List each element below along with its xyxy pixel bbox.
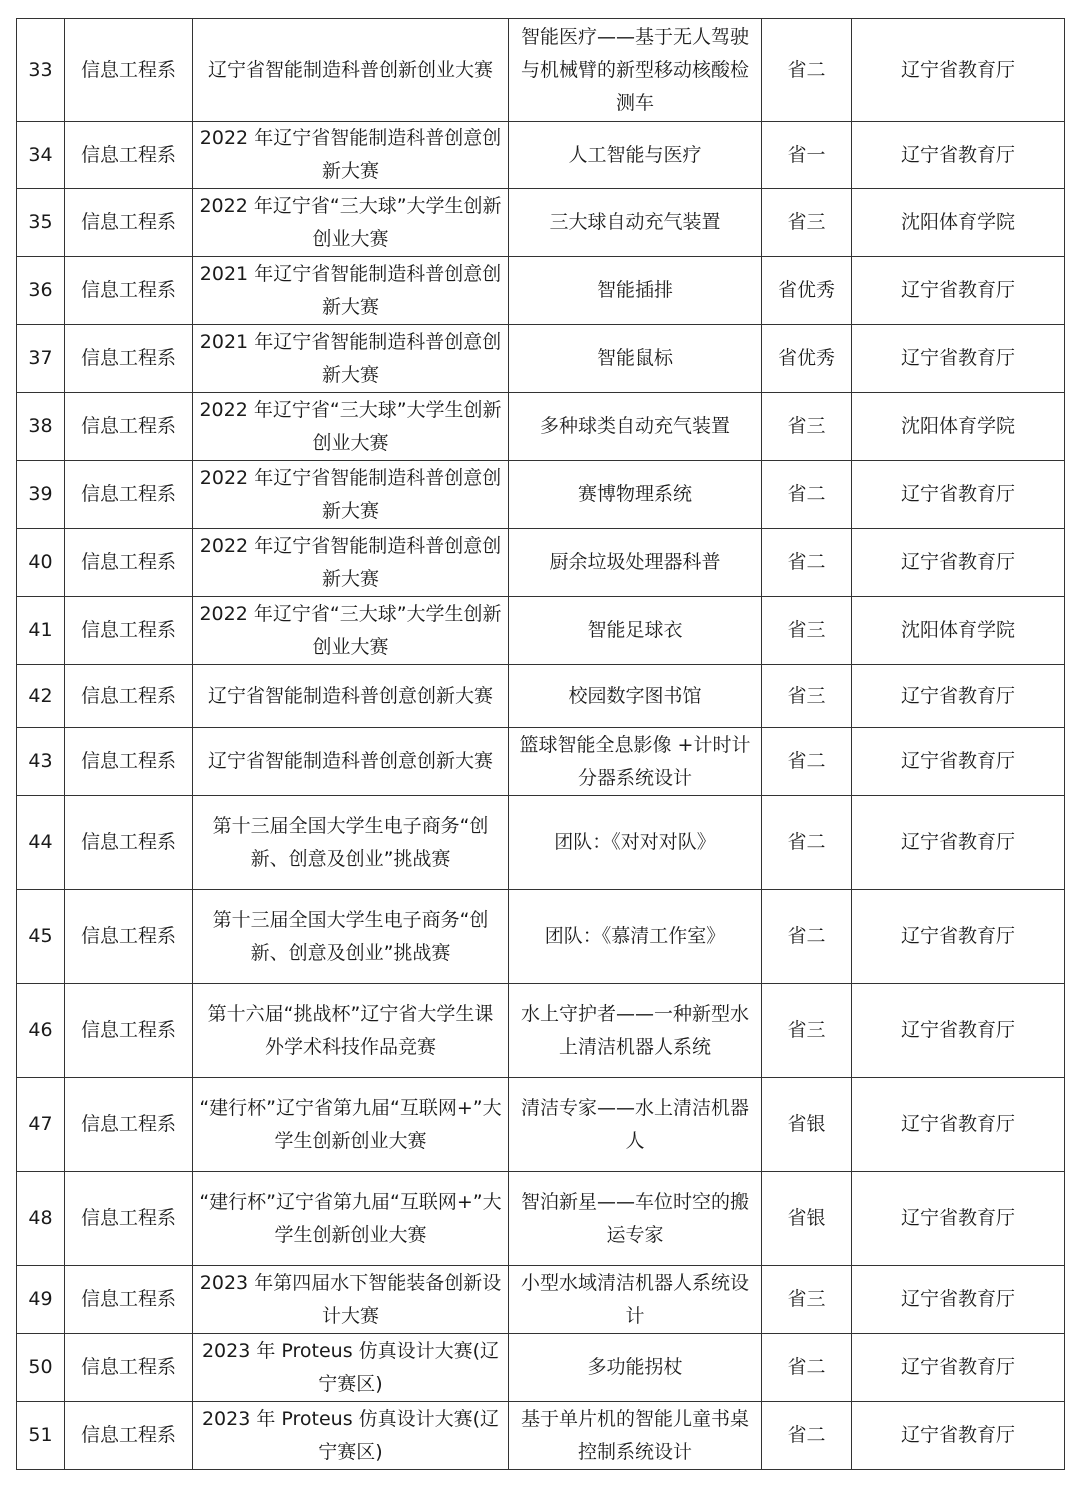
cell-award-level: 省银 bbox=[762, 1172, 852, 1266]
cell-award-level: 省二 bbox=[762, 1334, 852, 1402]
cell-department: 信息工程系 bbox=[65, 796, 193, 890]
cell-project: 三大球自动充气装置 bbox=[509, 189, 762, 257]
cell-number: 38 bbox=[17, 393, 65, 461]
table-row bbox=[17, 1402, 1065, 1470]
table-row bbox=[17, 597, 1065, 665]
cell-number: 34 bbox=[17, 122, 65, 189]
cell-project: 智能插排 bbox=[509, 257, 762, 325]
cell-department: 信息工程系 bbox=[65, 122, 193, 189]
cell-competition: 辽宁省智能制造科普创意创新大赛 bbox=[193, 665, 509, 728]
table-row bbox=[17, 189, 1065, 257]
cell-competition: 2023 年 Proteus 仿真设计大赛(辽宁赛区) bbox=[193, 1402, 509, 1470]
cell-competition: “建行杯”辽宁省第九届“互联网+”大学生创新创业大赛 bbox=[193, 1172, 509, 1266]
cell-project: 智泊新星——车位时空的搬运专家 bbox=[509, 1172, 762, 1266]
table-row bbox=[17, 325, 1065, 393]
cell-project: 智能足球衣 bbox=[509, 597, 762, 665]
cell-department: 信息工程系 bbox=[65, 728, 193, 796]
cell-project: 多种球类自动充气装置 bbox=[509, 393, 762, 461]
table-row bbox=[17, 984, 1065, 1078]
table-row bbox=[17, 529, 1065, 597]
cell-organizer: 辽宁省教育厅 bbox=[852, 529, 1065, 597]
cell-department: 信息工程系 bbox=[65, 597, 193, 665]
cell-project: 多功能拐杖 bbox=[509, 1334, 762, 1402]
cell-number: 41 bbox=[17, 597, 65, 665]
cell-project: 水上守护者——一种新型水上清洁机器人系统 bbox=[509, 984, 762, 1078]
cell-number: 49 bbox=[17, 1266, 65, 1334]
cell-competition: 辽宁省智能制造科普创意创新大赛 bbox=[193, 728, 509, 796]
cell-department: 信息工程系 bbox=[65, 529, 193, 597]
cell-number: 47 bbox=[17, 1078, 65, 1172]
cell-competition: 2023 年第四届水下智能装备创新设计大赛 bbox=[193, 1266, 509, 1334]
cell-organizer: 沈阳体育学院 bbox=[852, 597, 1065, 665]
cell-competition: 辽宁省智能制造科普创新创业大赛 bbox=[193, 19, 509, 122]
table-row bbox=[17, 19, 1065, 122]
cell-department: 信息工程系 bbox=[65, 393, 193, 461]
cell-number: 46 bbox=[17, 984, 65, 1078]
cell-award-level: 省一 bbox=[762, 122, 852, 189]
cell-competition: 2022 年辽宁省智能制造科普创意创新大赛 bbox=[193, 529, 509, 597]
cell-number: 51 bbox=[17, 1402, 65, 1470]
cell-number: 50 bbox=[17, 1334, 65, 1402]
cell-organizer: 辽宁省教育厅 bbox=[852, 984, 1065, 1078]
cell-award-level: 省二 bbox=[762, 890, 852, 984]
cell-competition: 第十三届全国大学生电子商务“创新、创意及创业”挑战赛 bbox=[193, 796, 509, 890]
cell-project: 基于单片机的智能儿童书桌控制系统设计 bbox=[509, 1402, 762, 1470]
cell-competition: 2023 年 Proteus 仿真设计大赛(辽宁赛区) bbox=[193, 1334, 509, 1402]
cell-department: 信息工程系 bbox=[65, 189, 193, 257]
cell-organizer: 辽宁省教育厅 bbox=[852, 1078, 1065, 1172]
cell-organizer: 辽宁省教育厅 bbox=[852, 728, 1065, 796]
cell-number: 40 bbox=[17, 529, 65, 597]
cell-organizer: 辽宁省教育厅 bbox=[852, 796, 1065, 890]
cell-award-level: 省二 bbox=[762, 461, 852, 529]
cell-organizer: 辽宁省教育厅 bbox=[852, 122, 1065, 189]
cell-competition: “建行杯”辽宁省第九届“互联网+”大学生创新创业大赛 bbox=[193, 1078, 509, 1172]
cell-award-level: 省三 bbox=[762, 665, 852, 728]
cell-award-level: 省二 bbox=[762, 1402, 852, 1470]
cell-number: 37 bbox=[17, 325, 65, 393]
cell-department: 信息工程系 bbox=[65, 1402, 193, 1470]
cell-organizer: 辽宁省教育厅 bbox=[852, 1266, 1065, 1334]
cell-competition: 第十六届“挑战杯”辽宁省大学生课外学术科技作品竞赛 bbox=[193, 984, 509, 1078]
cell-competition: 2021 年辽宁省智能制造科普创意创新大赛 bbox=[193, 325, 509, 393]
cell-organizer: 辽宁省教育厅 bbox=[852, 19, 1065, 122]
cell-award-level: 省银 bbox=[762, 1078, 852, 1172]
cell-number: 42 bbox=[17, 665, 65, 728]
cell-project: 厨余垃圾处理器科普 bbox=[509, 529, 762, 597]
cell-award-level: 省二 bbox=[762, 796, 852, 890]
cell-award-level: 省三 bbox=[762, 984, 852, 1078]
table-row bbox=[17, 1334, 1065, 1402]
table-row bbox=[17, 796, 1065, 890]
cell-number: 45 bbox=[17, 890, 65, 984]
cell-competition: 2022 年辽宁省智能制造科普创意创新大赛 bbox=[193, 461, 509, 529]
cell-award-level: 省三 bbox=[762, 597, 852, 665]
cell-competition: 2022 年辽宁省智能制造科普创意创新大赛 bbox=[193, 122, 509, 189]
table-body bbox=[17, 19, 1065, 1470]
cell-award-level: 省优秀 bbox=[762, 257, 852, 325]
cell-competition: 第十三届全国大学生电子商务“创新、创意及创业”挑战赛 bbox=[193, 890, 509, 984]
cell-organizer: 辽宁省教育厅 bbox=[852, 1334, 1065, 1402]
cell-department: 信息工程系 bbox=[65, 1172, 193, 1266]
cell-department: 信息工程系 bbox=[65, 461, 193, 529]
cell-organizer: 辽宁省教育厅 bbox=[852, 257, 1065, 325]
cell-project: 赛博物理系统 bbox=[509, 461, 762, 529]
cell-project: 清洁专家——水上清洁机器人 bbox=[509, 1078, 762, 1172]
cell-award-level: 省优秀 bbox=[762, 325, 852, 393]
table-row bbox=[17, 1266, 1065, 1334]
table-row bbox=[17, 257, 1065, 325]
cell-department: 信息工程系 bbox=[65, 19, 193, 122]
cell-award-level: 省二 bbox=[762, 19, 852, 122]
table-row bbox=[17, 890, 1065, 984]
cell-department: 信息工程系 bbox=[65, 1078, 193, 1172]
cell-department: 信息工程系 bbox=[65, 984, 193, 1078]
cell-project: 校园数字图书馆 bbox=[509, 665, 762, 728]
cell-number: 36 bbox=[17, 257, 65, 325]
cell-number: 43 bbox=[17, 728, 65, 796]
cell-department: 信息工程系 bbox=[65, 257, 193, 325]
cell-project: 智能鼠标 bbox=[509, 325, 762, 393]
cell-award-level: 省三 bbox=[762, 393, 852, 461]
cell-organizer: 沈阳体育学院 bbox=[852, 189, 1065, 257]
table-row bbox=[17, 122, 1065, 189]
cell-number: 33 bbox=[17, 19, 65, 122]
cell-department: 信息工程系 bbox=[65, 325, 193, 393]
cell-project: 智能医疗——基于无人驾驶与机械臂的新型移动核酸检测车 bbox=[509, 19, 762, 122]
table-row bbox=[17, 393, 1065, 461]
cell-organizer: 辽宁省教育厅 bbox=[852, 665, 1065, 728]
cell-department: 信息工程系 bbox=[65, 1266, 193, 1334]
cell-department: 信息工程系 bbox=[65, 890, 193, 984]
cell-award-level: 省三 bbox=[762, 1266, 852, 1334]
cell-department: 信息工程系 bbox=[65, 1334, 193, 1402]
cell-department: 信息工程系 bbox=[65, 665, 193, 728]
cell-project: 团队：《对对对队》 bbox=[509, 796, 762, 890]
cell-project: 团队：《慕清工作室》 bbox=[509, 890, 762, 984]
cell-project: 篮球智能全息影像 +计时计分器系统设计 bbox=[509, 728, 762, 796]
table-row bbox=[17, 728, 1065, 796]
cell-competition: 2022 年辽宁省“三大球”大学生创新创业大赛 bbox=[193, 189, 509, 257]
cell-number: 35 bbox=[17, 189, 65, 257]
cell-award-level: 省二 bbox=[762, 529, 852, 597]
cell-award-level: 省三 bbox=[762, 189, 852, 257]
cell-organizer: 辽宁省教育厅 bbox=[852, 1172, 1065, 1266]
cell-number: 39 bbox=[17, 461, 65, 529]
table-row bbox=[17, 1172, 1065, 1266]
cell-organizer: 辽宁省教育厅 bbox=[852, 325, 1065, 393]
cell-organizer: 辽宁省教育厅 bbox=[852, 890, 1065, 984]
table-row bbox=[17, 1078, 1065, 1172]
table-row bbox=[17, 665, 1065, 728]
table-row bbox=[17, 461, 1065, 529]
cell-competition: 2021 年辽宁省智能制造科普创意创新大赛 bbox=[193, 257, 509, 325]
cell-organizer: 辽宁省教育厅 bbox=[852, 1402, 1065, 1470]
awards-table bbox=[16, 18, 1065, 1470]
cell-project: 小型水域清洁机器人系统设计 bbox=[509, 1266, 762, 1334]
cell-number: 44 bbox=[17, 796, 65, 890]
cell-organizer: 沈阳体育学院 bbox=[852, 393, 1065, 461]
cell-project: 人工智能与医疗 bbox=[509, 122, 762, 189]
cell-competition: 2022 年辽宁省“三大球”大学生创新创业大赛 bbox=[193, 393, 509, 461]
cell-organizer: 辽宁省教育厅 bbox=[852, 461, 1065, 529]
cell-award-level: 省二 bbox=[762, 728, 852, 796]
cell-number: 48 bbox=[17, 1172, 65, 1266]
cell-competition: 2022 年辽宁省“三大球”大学生创新创业大赛 bbox=[193, 597, 509, 665]
